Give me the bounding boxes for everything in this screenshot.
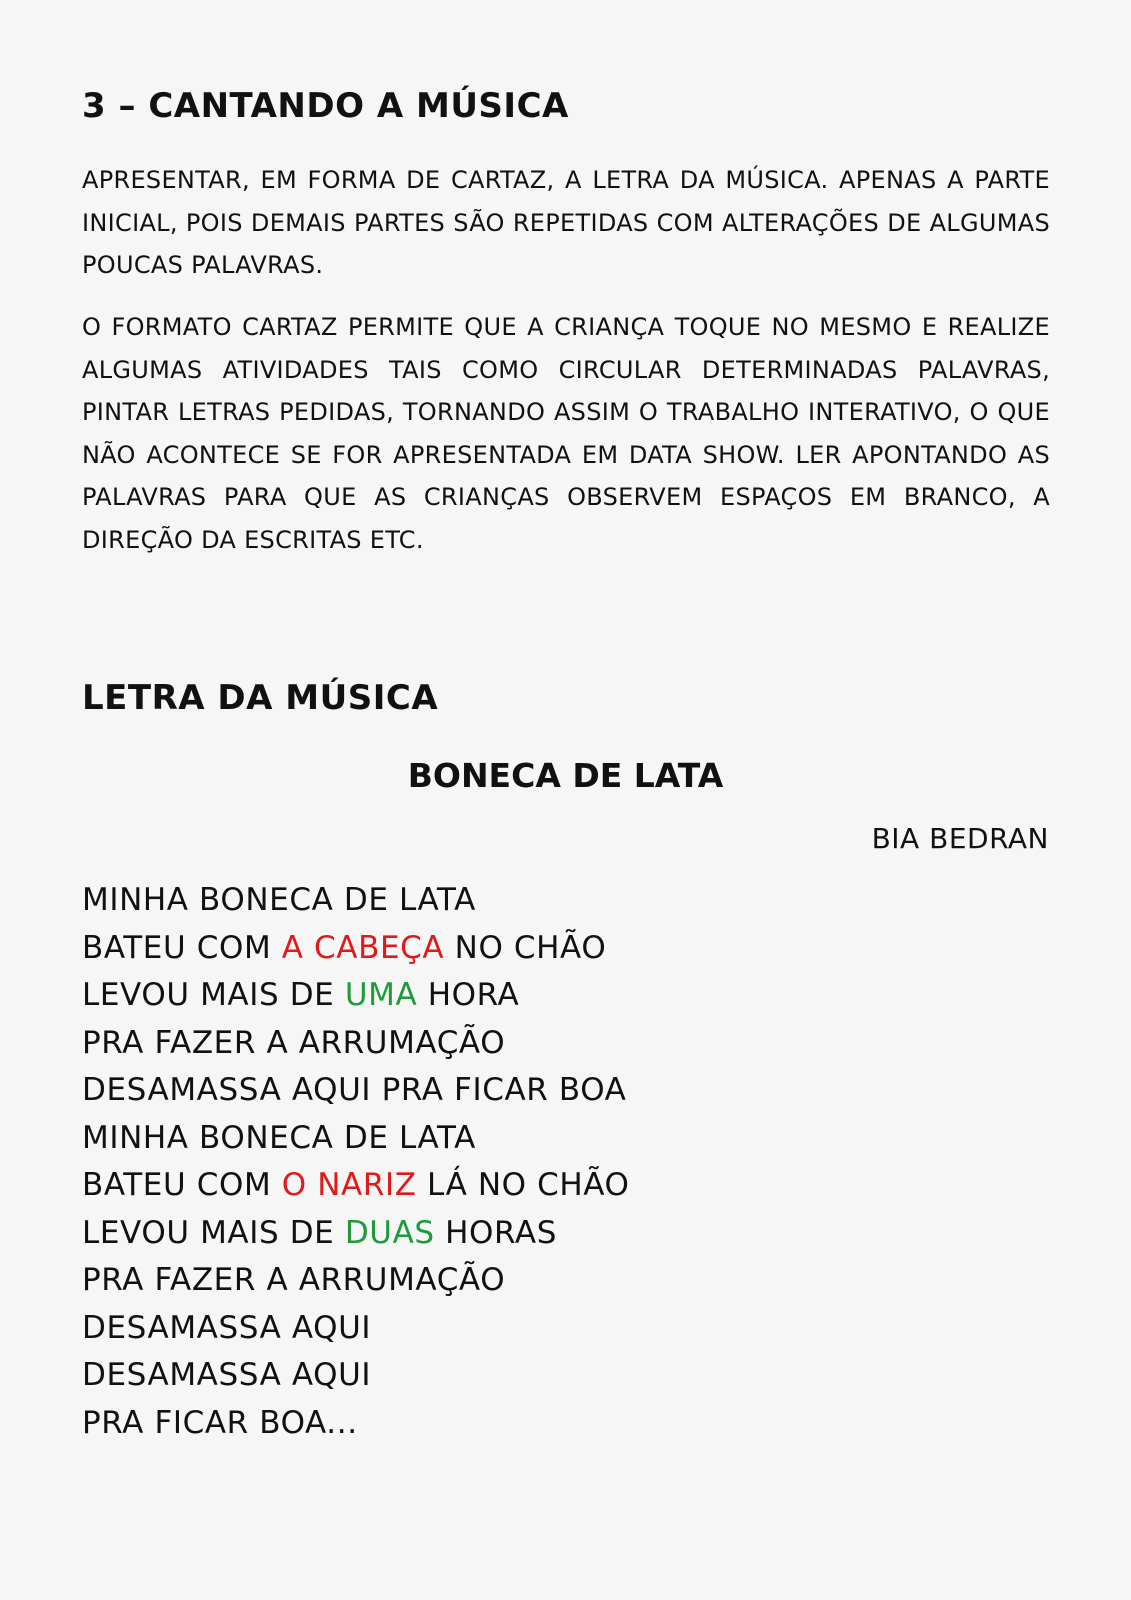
- lyric-line-8: [82, 1210, 630, 1258]
- song-title: BONECA DE LATA: [407, 756, 724, 795]
- lyric-text: BATEU COM: [82, 929, 282, 966]
- lyric-line-5: DESAMASSA AQUI PRA FICAR BOA: [82, 1072, 627, 1108]
- lyric-text: NO CHÃO: [444, 929, 607, 966]
- poster-format-paragraph: O FORMATO CARTAZ PERMITE QUE A CRIANÇA TOQUE NO MESMO E REALIZE ALGUMAS ATIVIDADES TAIS COMO CIRCULAR DETERMINADAS PALAVRAS, PINTAR LETRAS PEDIDAS, TORNANDO ASSIM O TRABALHO INTERATIVO, O QUE NÃO ACONTECE SE FOR APRESENTADA EM DATA SHOW. LER APONTANDO AS PALAVRAS PARA QUE AS CRIANÇAS OBSERVEM ESPAÇOS EM BRANCO, A DIREÇÃO DA ESCRITAS ETC.: [82, 313, 1050, 554]
- lyric-line-3: [82, 972, 630, 1020]
- lyric-line-4: PRA FAZER A ARRUMAÇÃO: [82, 1024, 506, 1061]
- highlight-green-word: DUAS: [344, 1214, 435, 1251]
- lyric-line-6: MINHA BONECA DE LATA: [82, 1119, 476, 1156]
- lyrics-block: [82, 877, 630, 1447]
- lyric-text: LEVOU MAIS DE: [82, 977, 345, 1013]
- lyric-text: HORAS: [434, 1214, 558, 1251]
- lyric-line-9: PRA FAZER A ARRUMAÇÃO: [82, 1262, 506, 1298]
- song-author: BIA BEDRAN: [871, 822, 1049, 855]
- lyric-text: LEVOU MAIS DE: [82, 1214, 345, 1251]
- lyrics-heading: LETRA DA MÚSICA: [82, 678, 439, 718]
- highlight-red-word: A CABEÇA: [281, 929, 445, 966]
- lyric-line-12: PRA FICAR BOA...: [82, 1404, 358, 1441]
- lyric-text: BATEU COM: [82, 1167, 282, 1203]
- highlight-red-word: O NARIZ: [281, 1167, 417, 1203]
- lyric-line-7: [82, 1162, 630, 1210]
- lyric-line-2: [82, 925, 630, 973]
- section-title: 3 – CANTANDO A MÚSICA: [82, 86, 569, 126]
- lyric-text: LÁ NO CHÃO: [416, 1167, 630, 1203]
- highlight-green-word: UMA: [344, 977, 418, 1013]
- lyric-line-1: MINHA BONECA DE LATA: [82, 882, 476, 918]
- lyric-line-10: DESAMASSA AQUI: [82, 1309, 372, 1346]
- lyric-text: HORA: [417, 977, 520, 1013]
- lyric-line-11: DESAMASSA AQUI: [82, 1357, 372, 1393]
- intro-paragraph: APRESENTAR, EM FORMA DE CARTAZ, A LETRA DA MÚSICA. APENAS A PARTE INICIAL, POIS DEMAIS PARTES SÃO REPETIDAS COM ALTERAÇÕES DE ALGUMAS POUCAS PALAVRAS.: [82, 166, 1050, 279]
